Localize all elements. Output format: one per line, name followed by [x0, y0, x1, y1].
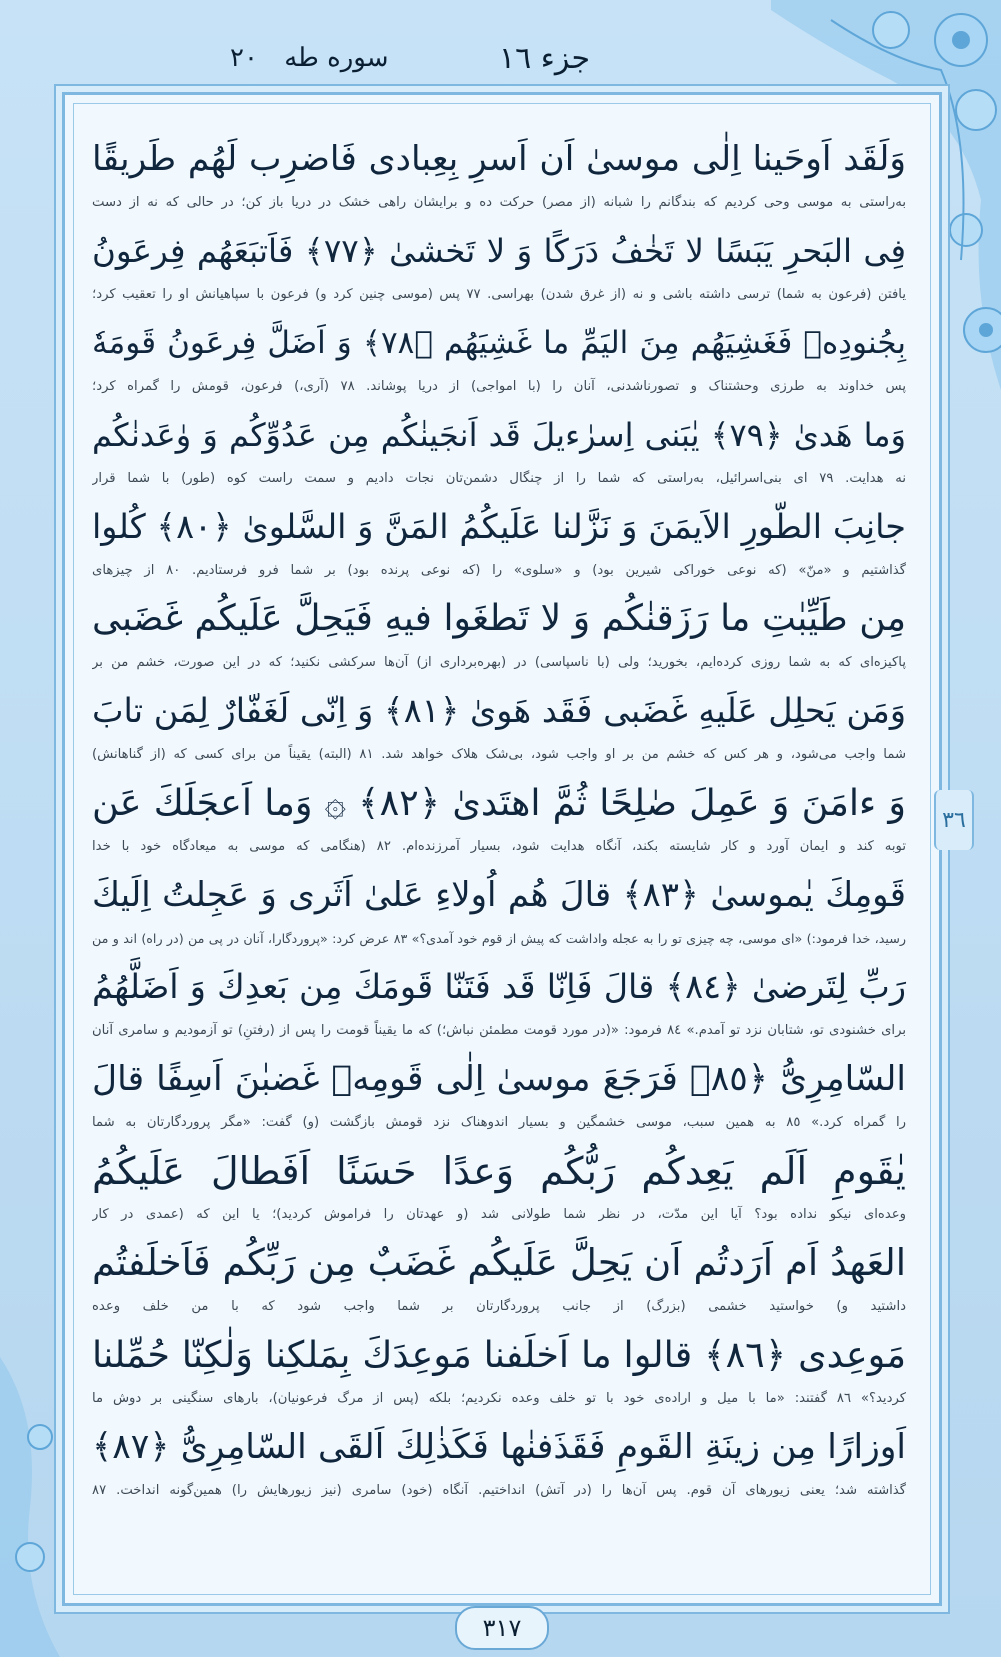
arabic-line: وَما هَدىٰ ﴿٧٩﴾ يٰبَنى اِسرٰءيلَ قَد اَنجَينٰكُم مِن عَدُوِّكُم وَ وٰعَدنٰكُم [92, 416, 907, 454]
juz-label: جزء ١٦ [499, 40, 590, 76]
verse-row [92, 128, 906, 220]
verse-row [92, 680, 906, 772]
translation-line: را گمراه کرد.» ٨٥ به همین سبب، موسی خشمگین و بسیار اندوهناک نزد قومش بازگشت (و) گفت: «مگر پروردگارتان به شما [92, 1115, 906, 1130]
arabic-line: وَ ءامَنَ وَ عَمِلَ صٰلِحًا ثُمَّ اهتَدىٰ ﴿٨٢﴾ ۞ وَما اَعجَلَكَ عَن [92, 781, 907, 824]
translation-line: پاکیزه‌ای که به شما روزی کرده‌ایم، بخورید؛ ولی (با ناسپاسی) در (بهره‌برداری از) آن‌ها سرکشی نکنید؛ که در این صورت، خشم من بر [92, 655, 906, 670]
arabic-line: مِن طَيِّبٰتِ ما رَزَقنٰكُم وَ لا تَطغَوا فيهِ فَيَحِلَّ عَلَيكُم غَضَبى [92, 598, 906, 639]
verse-content [92, 128, 906, 1508]
translation-line: داشتید و) خواستید خشمی (بزرگ) از جانب پروردگارتان بر شما واجب شود که با من خلف وعده [92, 1299, 906, 1314]
translation-line: پس خداوند به طرزی وحشتناک و تصورناشدنی، آنان را (با امواجی) از دریا پوشاند. ٧٨ (آری،) فرعون، قومش را گمراه کرد؛ [92, 379, 906, 394]
verse-row [92, 588, 906, 680]
translation-line: برای خشنودی تو، شتابان نزد تو آمدم.» ٨٤ فرمود: «(در مورد قومت مطمئن نباش؛) که ما یقیناً قومت را پس از (رفتنِ) تو آزمودیم و سامری آنان [92, 1023, 906, 1038]
arabic-line: العَهدُ اَم اَرَدتُم اَن يَحِلَّ عَلَيكُم غَضَبٌ مِن رَبِّكُم فَاَخلَفتُم [92, 1241, 906, 1284]
verse-row [92, 956, 906, 1048]
translation-line: شما واجب می‌شود، و هر کس که خشم من بر او واجب شود، بی‌شک هلاک خواهد شد. ٨١ (البته) یقیناً من برای کسی که (از گناهانش) [92, 747, 906, 762]
arabic-line: جانِبَ الطّورِ الاَيمَنَ وَ نَزَّلنا عَلَيكُمُ المَنَّ وَ السَّلوىٰ ﴿٨٠﴾ كُلوا [92, 507, 906, 546]
verse-row [92, 1324, 906, 1416]
arabic-line: اَوزارًا مِن زينَةِ القَومِ فَقَذَفنٰها فَكَذٰلِكَ اَلقَى السّامِرِىُّ ﴿٨٧﴾ [92, 1427, 906, 1467]
translation-line: توبه کند و ایمان آورد و کار شایسته بکند، آنگاه هدایت شود، بسیار آمرزنده‌ام. ٨٢ (هنگامی که موسی به میعادگاه خود با خدا [92, 839, 906, 854]
verse-row [92, 1232, 906, 1324]
page-header [230, 28, 590, 88]
translation-line: وعده‌ای نیکو نداده بود؟ آیا این مدّت، در نظر شما طولانی شد (و عهدتان را فراموش کردید)؛ یا این که (عمدی در کار [92, 1207, 906, 1222]
arabic-line: بِجُنودِهٖ فَغَشِيَهُم مِنَ اليَمِّ ما غَشِيَهُم ﴿٧٨﴾ وَ اَضَلَّ فِرعَونُ قَومَهٗ [92, 325, 906, 361]
verse-row [92, 864, 906, 956]
translation-line: گذاشتیم و «منّ» (که نوعی خوراکی شیرین بود) و «سلوی» را (که نوعی پرنده بود) بر شما فرو فرستادیم. ٨٠ از چیزهای [92, 563, 906, 578]
verse-row [92, 1140, 906, 1232]
verse-row [92, 1048, 906, 1140]
arabic-line: فِى البَحرِ يَبَسًا لا تَخٰفُ دَرَكًا وَ لا تَخشىٰ ﴿٧٧﴾ فَاَتبَعَهُم فِرعَونُ [92, 232, 906, 270]
surah-title [230, 43, 407, 73]
translation-line: رسید، خدا فرمود:) «ای موسی، چه چیزی تو را به عجله واداشت که پیش از قوم خود آمدی؟» ٨٣ عرض کرد: «پروردگارا، آنان در پی من (در راه) اند و من [92, 931, 906, 946]
translation-line: کردید؟» ٨٦ گفتند: «ما با میل و اراده‌ی خود با تو خلف وعده نکردیم؛ بلکه (پس از مرگ فرعونیان)، بارهای سنگینی بر دوش ما [92, 1391, 906, 1406]
verse-row [92, 496, 906, 588]
surah-name: سوره طه [284, 43, 389, 73]
verse-row [92, 220, 906, 312]
hizb-marker: ٣٦ [934, 790, 974, 850]
page-number: ٣١٧ [455, 1606, 549, 1650]
verse-row [92, 312, 906, 404]
verse-row [92, 772, 906, 864]
translation-line: یافتن (فرعون به شما) ترسی داشته باشی و نه (از غرق شدن) بهراسی. ٧٧ پس (موسی چنین کرد و) فرعون با سپاهیانش او را تعقیب کرد؛ [92, 287, 906, 302]
arabic-line: وَلَقَد اَوحَينا اِلٰى موسىٰ اَن اَسرِ بِعِبادى فَاضرِب لَهُم طَريقًا [92, 139, 906, 179]
translation-line: به‌راستی به موسی وحی کردیم که بندگانم را شبانه (از مصر) حرکت ده و برایشان راهی خشک در دریا باز کن؛ در حالی که نه از دست [92, 195, 906, 210]
translation-line: نه هدایت. ٧٩ ای بنی‌اسرائیل، به‌راستی که شما را از چنگال دشمن‌تان نجات دادیم و سمت راست کوه (طور) با شما قرار [92, 471, 906, 486]
surah-number: ٢٠ [230, 43, 258, 73]
arabic-line: وَمَن يَحلِل عَلَيهِ غَضَبى فَقَد هَوىٰ ﴿٨١﴾ وَ اِنّى لَغَفّارٌ لِمَن تابَ [92, 691, 906, 730]
verse-row [92, 404, 906, 496]
arabic-line: رَبِّ لِتَرضىٰ ﴿٨٤﴾ قالَ فَاِنّا قَد فَتَنّا قَومَكَ مِن بَعدِكَ وَ اَضَلَّهُمُ [92, 967, 906, 1006]
translation-line: گذاشته شد؛ یعنی زیورهای آن قوم. پس آن‌ها را (در آتش) انداختیم. آنگاه (خود) سامری (نیز زیورهایش را) همین‌گونه انداخت. ٨٧ [92, 1483, 906, 1498]
arabic-line: مَوعِدى ﴿٨٦﴾ قالوا ما اَخلَفنا مَوعِدَكَ بِمَلكِنا وَلٰكِنّا حُمِّلنا [92, 1333, 907, 1376]
arabic-line: يٰقَومِ اَلَم يَعِدكُم رَبُّكُم وَعدًا حَسَنًا اَفَطالَ عَلَيكُمُ [92, 1149, 906, 1193]
arabic-line: قَومِكَ يٰموسىٰ ﴿٨٣﴾ قالَ هُم اُولاءِ عَلىٰ اَثَرى وَ عَجِلتُ اِلَيكَ [92, 875, 906, 915]
verse-row [92, 1416, 906, 1508]
arabic-line: السّامِرِىُّ ﴿٨٥﴾ فَرَجَعَ موسىٰ اِلٰى قَومِهٖ غَضبٰنَ اَسِفًا قالَ [92, 1059, 906, 1099]
